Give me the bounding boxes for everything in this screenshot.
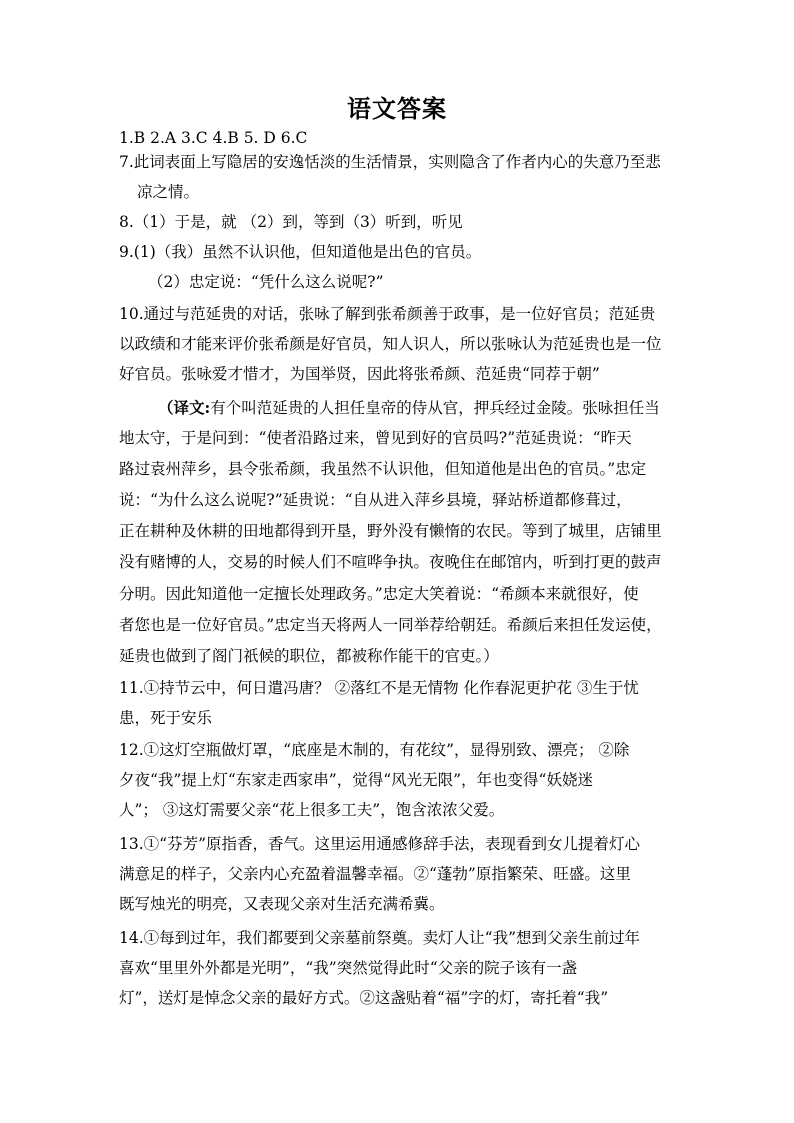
answer-line-7-cont: 凉之情。 [137, 183, 200, 201]
answer-line-12-cont2: 人”； ③这灯需要父亲“花上很多工夫”，饱含浓浓父爱。 [119, 801, 505, 819]
translation-line-5: 正在耕种及休耕的田地都得到开垦，野外没有懒惰的农民。等到了城里，店铺里 [119, 522, 662, 540]
translation-text-1: 有个叫范延贵的人担任皇帝的侍从官，押兵经过金陵。张咏担任当 [210, 399, 660, 417]
answer-line-12: 12.①这灯空瓶做灯罩，“底座是木制的，有花纹”，显得别致、漂亮； ②除 [119, 741, 630, 759]
answer-line-11-cont: 患，死于安乐 [119, 709, 213, 727]
translation-line-6: 没有赌博的人，交易的时候人们不喧哗争执。夜晚住在邮馆内，听到打更的鼓声 [119, 553, 662, 571]
answer-line-13-cont2: 既写烛光的明亮，又表现父亲对生活充满希冀。 [119, 895, 445, 913]
translation-label: （译文: [158, 398, 211, 417]
answer-line-13: 13.①“芬芳”原指香，香气。这里运用通感修辞手法，表现看到女儿提着灯心 [119, 835, 641, 853]
answer-line-8: 8.（1）于是，就 （2）到，等到（3）听到，听见 [119, 213, 463, 231]
translation-line-8: 者您也是一位好官员。”忠定当天将两人一同举荐给朝廷。希颜后来担任发运使， [119, 616, 662, 634]
answer-line-7: 7.此词表面上写隐居的安逸恬淡的生活情景，实则隐含了作者内心的失意乃至悲 [119, 153, 661, 171]
answer-line-10: 10.通过与范延贵的对话，张咏了解到张希颜善于政事，是一位好官员；范延贵 [119, 305, 656, 323]
answer-line-10-cont1: 以政绩和才能来评价张希颜是好官员，知人识人，所以张咏认为范延贵也是一位 [119, 335, 662, 353]
translation-line-2: 地太守，于是问到：“使者沿路过来，曾见到好的官员吗?”范延贵说：“昨天 [119, 429, 632, 447]
translation-line-9: 延贵也做到了阁门祇候的职位，都被称作能干的官吏。） [119, 647, 499, 665]
translation-line-4: 说：“为什么这么说呢?”延贵说：“自从进入萍乡县境，驿站桥道都修葺过， [119, 491, 632, 509]
answer-line-13-cont1: 满意足的样子，父亲内心充盈着温馨幸福。②“蓬勃”原指繁荣、旺盛。这里 [119, 865, 631, 883]
translation-line-7: 分明。因此知道他一定擅长处理政务。”忠定大笑着说：“希颜本来就很好，使 [119, 585, 639, 603]
answer-line-choices: 1.B 2.A 3.C 4.B 5. D 6.C [119, 129, 308, 147]
answer-line-14: 14.①每到过年，我们都要到父亲墓前祭奠。卖灯人让“我”想到父亲生前过年 [119, 929, 641, 947]
answer-line-14-cont2: 灯”，送灯是悼念父亲的最好方式。②这盏贴着“福”字的灯，寄托着“我” [119, 989, 609, 1007]
answer-line-10-cont2: 好官员。张咏爱才惜才，为国举贤，因此将张希颜、范延贵“同荐于朝” [119, 365, 600, 383]
answer-line-14-cont1: 喜欢“里里外外都是光明”，“我”突然觉得此时“父亲的院子该有一盏 [119, 959, 578, 977]
answer-line-9: 9.(1)（我）虽然不认识他，但知道他是出色的官员。 [119, 243, 482, 261]
page-title: 语文答案 [347, 94, 447, 123]
answer-line-9-part2: （2）忠定说：“凭什么这么说呢?” [148, 273, 384, 291]
answer-line-12-cont1: 夕夜“我”提上灯“东家走西家串”，觉得“风光无限”，年也变得“妖娆迷 [119, 771, 593, 789]
translation-line-1 [158, 398, 660, 418]
translation-line-3: 路过袁州萍乡，县令张希颜，我虽然不认识他，但知道他是出色的官员。”忠定 [119, 460, 647, 478]
answer-line-11: 11.①持节云中，何日遣冯唐？ ②落红不是无情物 化作春泥更护花 ③生于忧 [119, 679, 639, 697]
